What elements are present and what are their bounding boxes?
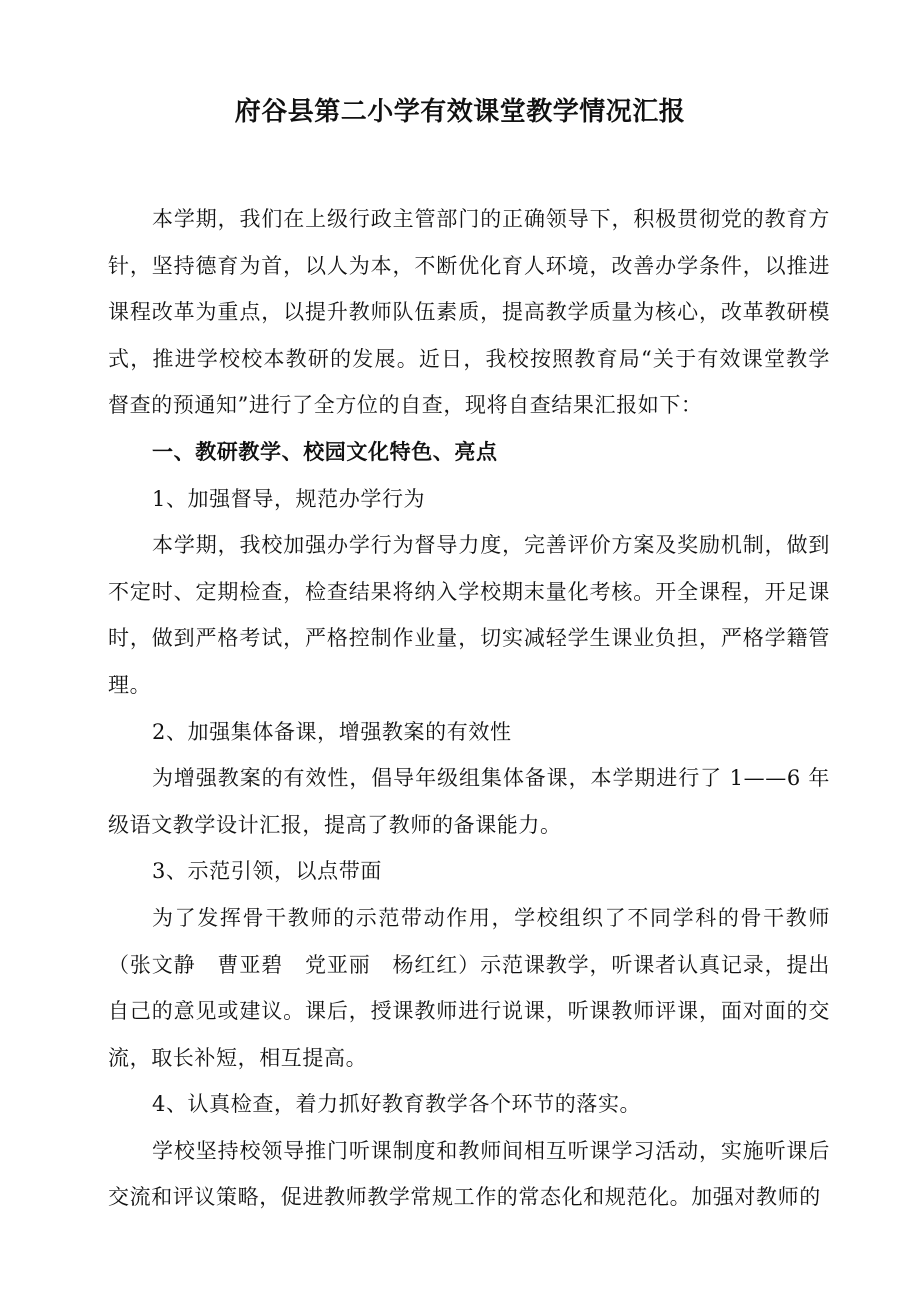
- subheading-4: 4、认真检查，着力抓好教育教学各个环节的落实。: [152, 1092, 642, 1117]
- subheading-2: 2、加强集体备课，增强教案的有效性: [152, 719, 512, 744]
- section-heading-1: 一、教研教学、校园文化特色、亮点: [152, 438, 498, 464]
- paragraph-1: 本学期，我校加强办学行为督导力度，完善评价方案及奖励机制，做到不定时、定期检查，检查结果将纳入学校期末量化考核。开全课程，开足课时，做到严格考试，严格控制作业量，切实减轻学生课业负担，严格学籍管理。: [108, 533, 830, 697]
- subheading-3: 3、示范引领，以点带面: [152, 859, 382, 884]
- document-title: 府谷县第二小学有效课堂教学情况汇报: [234, 97, 686, 127]
- subheading-1: 1、加强督导，规范办学行为: [152, 486, 426, 511]
- paragraph-3: 为了发挥骨干教师的示范带动作用，学校组织了不同学科的骨干教师（张文静 曹亚碧 党亚丽 杨红红）示范课教学，听课者认真记录，提出自己的意见或建议。课后，授课教师进行说课，听课教师评课，面对面的交流，取长补短，相互提高。: [108, 905, 830, 1070]
- intro-paragraph: 本学期，我们在上级行政主管部门的正确领导下，积极贯彻党的教育方针，坚持德育为首，以人为本，不断优化育人环境，改善办学条件，以推进课程改革为重点，以提升教师队伍素质，提高教学质量为核心，改革教研模式，推进学校校本教研的发展。近日，我校按照教育局“关于有效课堂教学督查的预通知”进行了全方位的自查，现将自查结果汇报如下：: [108, 207, 830, 418]
- paragraph-2: 为增强教案的有效性，倡导年级组集体备课，本学期进行了 1——6 年级语文教学设计汇报，提高了教师的备课能力。: [108, 766, 830, 837]
- document-body: [108, 196, 830, 1221]
- paragraph-4: 学校坚持校领导推门听课制度和教师间相互听课学习活动，实施听课后交流和评议策略，促进教师教学常规工作的常态化和规范化。加强对教师的: [108, 1138, 830, 1210]
